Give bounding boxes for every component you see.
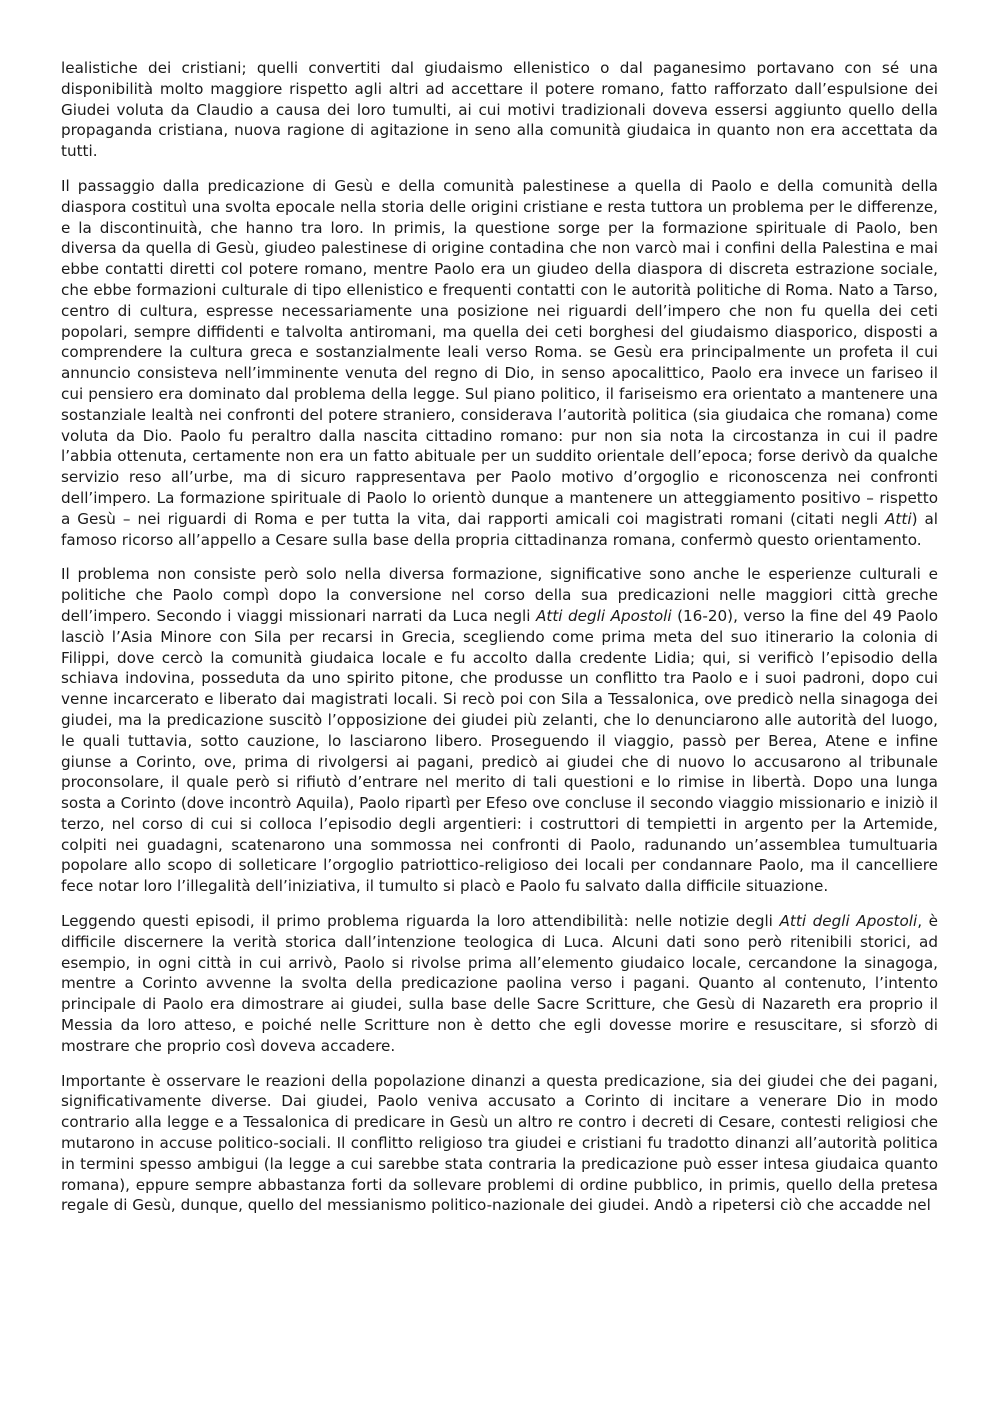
paragraph [61, 176, 938, 550]
paragraph-text: (16-20), verso la fine del 49 Paolo lasciò l’Asia Minore con Sila per recarsi in Grecia, scegliendo come prima meta del suo itinerario la colonia di Filippi, dove cercò la comunità giudaica locale e fu accolto dalla credente Lidia; qui, si verificò l’episodio della schiava indovina, posseduta da uno spirito pitone, che produsse un conflitto tra Paolo e i suoi padroni, dopo cui venne incarcerato e liberato dai magistrati locali. Si recò poi con Sila a Tessalonica, ove predicò nella sinagoga dei giudei, ma la predicazione suscitò l’opposizione dei giudei più zelanti, che lo denunciarono alle autorità del luogo, le quali tuttavia, sotto cauzione, lo lasciarono libero. Proseguendo il viaggio, passò per Berea, Atene e infine giunse a Corinto, ove, prima di rivolgersi ai pagani, predicò ai giudei che di nuovo lo accusarono al tribunale proconsolare, il quale però si rifiutò d’entrare nel merito di tali questioni e lo rimise in libertà. Dopo una lunga sosta a Corinto (dove incontrò Aquila), Paolo ripartì per Efeso ove concluse il secondo viaggio missionario e iniziò il terzo, nel corso di cui si colloca l’episodio degli argentieri: i costruttori di tempietti in argento per la Artemide, colpiti nei guadagni, scatenarono una sommossa nei confronti di Paolo, radunando un’assemblea tumultuaria popolare allo scopo di solleticare l’orgoglio patriottico-religioso dei locali per condannare Paolo, ma il cancelliere fece notar loro l’illegalità dell’iniziativa, il tumulto si placò e Paolo fu salvato dalla difficile situazione. [61, 606, 938, 896]
italic-title: Atti degli Apostoli [779, 912, 918, 931]
paragraph-text: Leggendo questi episodi, il primo problema riguarda la loro attendibilità: nelle notizie degli [61, 912, 780, 931]
italic-title: Atti [885, 509, 912, 528]
paragraph-text: ) al famoso ricorso all’appello a Cesare sulla base della propria cittadinanza romana, confermò questo orientamento. [61, 509, 939, 549]
paragraph-text: , è difficile discernere la verità storica dall’intenzione teologica di Luca. Alcuni dati sono però ritenibili storici, ad esempio, in ogni città in cui arrivò, Paolo si rivolse prima all’elemento giudaico locale, cercandone la sinagoga, mentre a Corinto avvenne la svolta della predicazione paolina verso i pagani. Quanto al contenuto, l’intento principale di Paolo era dimostrare ai giudei, sulla base delle Sacre Scritture, che Gesù di Nazareth era proprio il Messia da loro atteso, e poiché nelle Scritture non è detto che egli dovesse morire e resuscitare, si sforzò di mostrare che proprio così doveva accadere. [61, 912, 939, 1055]
document-page [61, 58, 938, 1216]
paragraph [61, 1071, 938, 1217]
paragraph [61, 564, 938, 897]
paragraph-text: Il passaggio dalla predicazione di Gesù e della comunità palestinese a quella di Paolo e della comunità della diaspora costituì una svolta epocale nella storia delle origini cristiane e resta tuttora un problema per le differenze, e la discontinuità, che hanno tra loro. In primis, la questione sorge per la formazione spirituale di Paolo, ben diversa da quella di Gesù, giudeo palestinese di origine contadina che non varcò mai i confini della Palestina e mai ebbe contatti diretti col potere romano, mentre Paolo era un giudeo della diaspora di discreta estrazione sociale, che ebbe formazioni culturale di tipo ellenistico e frequenti contatti con le autorità politiche di Roma. Nato a Tarso, centro di cultura, espresse necessariamente una posizione nei riguardi dell’impero che non fu quella dei ceti popolari, sempre diffidenti e talvolta antiromani, ma quella dei ceti borghesi del giudaismo diasporico, disposti a comprendere la cultura greca e sostanzialmente leali verso Roma. se Gesù era principalmente un profeta il cui annuncio consisteva nell’imminente venuta del regno di Dio, in senso apocalittico, Paolo era invece un fariseo il cui pensiero era dominato dal problema della legge. Sul piano politico, il fariseismo era orientato a mantenere una sostanziale lealtà nei confronti del potere straniero, considerava l’autorità politica (sia giudaica che romana) come voluta da Dio. Paolo fu peraltro dalla nascita cittadino romano: pur non sia nota la circostanza in cui il padre l’abbia ottenuta, certamente non era un fatto abituale per un suddito orientale dell’epoca; forse derivò da qualche servizio reso all’urbe, ma di sicuro rappresentava per Paolo motivo d’orgoglio e riconoscenza nei confronti dell’impero. La formazione spirituale di Paolo lo orientò dunque a mantenere un atteggiamento positivo – rispetto a Gesù – nei riguardi di Roma e per tutta la vita, dai rapporti amicali coi magistrati romani (citati negli [61, 176, 938, 528]
paragraph [61, 911, 938, 1057]
paragraph-text: Il problema non consiste però solo nella diversa formazione, significative sono anche le esperienze culturali e politiche che Paolo compì dopo la conversione nel corso della sua predicazioni nelle maggiori città greche dell’impero. Secondo i viaggi missionari narrati da Luca negli [61, 565, 938, 625]
paragraph [61, 58, 938, 162]
italic-title: Atti degli Apostoli [536, 606, 672, 625]
paragraph-text: lealistiche dei cristiani; quelli convertiti dal giudaismo ellenistico o dal paganesimo portavano con sé una disponibilità molto maggiore rispetto agli altri ad accettare il potere romano, fatto rafforzato dall’espulsione dei Giudei voluta da Claudio a causa dei loro tumulti, ai cui motivi tradizionali doveva essersi aggiunto quello della propaganda cristiana, nuova ragione di agitazione in seno alla comunità giudaica in quanto non era accettata da tutti. [61, 59, 938, 161]
paragraph-text: Importante è osservare le reazioni della popolazione dinanzi a questa predicazione, sia dei giudei che dei pagani, significativamente diverse. Dai giudei, Paolo veniva accusato a Corinto di incitare a venerare Dio in modo contrario alla legge e a Tessalonica di predicare in Gesù un altro re contro i decreti di Cesare, contesti religiosi che mutarono in accuse politico-sociali. Il conflitto religioso tra giudei e cristiani fu tradotto dinanzi all’autorità politica in termini spesso ambigui (la legge a cui sarebbe stata contraria la predicazione può esser intesa giudaica quanto romana), eppure sempre abbastanza forti da sollevare problemi di ordine pubblico, in primis, quello della pretesa regale di Gesù, dunque, quello del messianismo politico-nazionale dei giudei. Andò a ripetersi ciò che accadde nel [61, 1071, 938, 1215]
